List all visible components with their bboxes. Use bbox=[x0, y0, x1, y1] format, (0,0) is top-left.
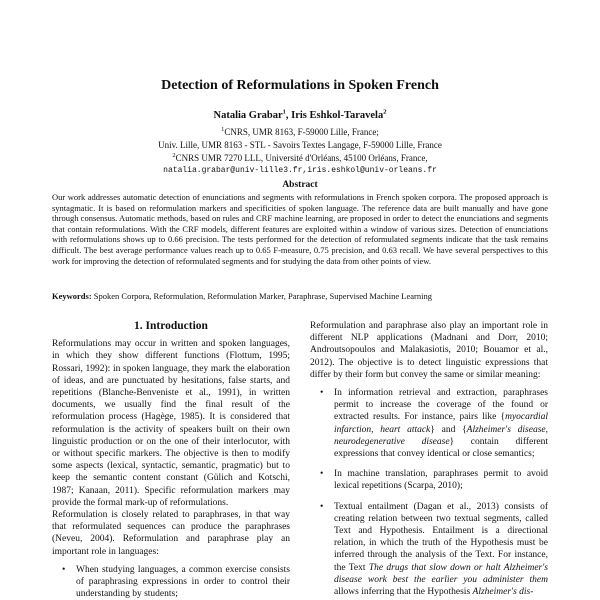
example-term: myocardial infarction, heart attack bbox=[334, 412, 548, 435]
author-name: Iris Eshkol-Taravela bbox=[291, 110, 384, 121]
bullet-icon: • bbox=[320, 501, 324, 512]
list-item bbox=[310, 387, 548, 460]
list-item-text: } and { bbox=[430, 424, 467, 435]
list-item-text: In machine translation, paraphrases permit to avoid lexical repetitions (Scarpa, 2010); bbox=[334, 469, 548, 492]
author-emails: natalia.grabar@univ-lille3.fr,iris.eshkol@univ-orleans.fr bbox=[163, 166, 437, 175]
list-item-text: allows inferring that the Hypothesis bbox=[334, 587, 473, 598]
list-item-text: When studying languages, a common exercise consists of paraphrasing expressions in order to control their understanding by students; bbox=[76, 564, 290, 600]
nlp-applications-list bbox=[310, 387, 548, 598]
intro-bullet-list bbox=[52, 564, 290, 600]
bullet-icon: • bbox=[320, 469, 324, 480]
author-affiliation-mark: 1 bbox=[282, 108, 286, 116]
paper-title: Detection of Reformulations in Spoken French bbox=[161, 78, 439, 93]
affiliation-line bbox=[0, 139, 600, 151]
example-text: The drugs that slow down or halt Alzheimer's disease work best the earlier you administer them bbox=[334, 562, 548, 585]
list-item bbox=[52, 564, 290, 600]
right-paragraph-1: Reformulation and paraphrase also play an important role in different NLP applications (Madnani and Dorr, 2010; Androutsopoulos and Malakasiotis, 2010; Bouamor et al., 2012). The objective is to detect linguistic expressions that differ by their form but convey the same or similar meaning: bbox=[310, 321, 548, 380]
author-affiliation-mark: 2 bbox=[383, 108, 387, 116]
list-item-text: In information retrieval and extraction, paraphrases permit to increase the coverage of the found or extracted results. For instance, pairs like { bbox=[334, 388, 548, 423]
affiliation-mark: 2 bbox=[172, 152, 176, 159]
affiliation-text: Univ. Lille, UMR 8163 - STL - Savoirs Textes Langage, F-59000 Lille, France bbox=[158, 140, 442, 150]
bullet-icon: • bbox=[320, 388, 324, 399]
list-item bbox=[310, 501, 548, 599]
affiliation-mark: 1 bbox=[221, 126, 225, 133]
keywords-line bbox=[52, 291, 548, 301]
author-line bbox=[0, 110, 600, 121]
author-name: Natalia Grabar bbox=[213, 110, 283, 121]
abstract-heading: Abstract bbox=[282, 180, 318, 190]
list-item bbox=[310, 468, 548, 492]
author-separator: , bbox=[285, 110, 292, 121]
keywords-text: Spoken Corpora, Reformulation, Reformulation Marker, Paraphrase, Supervised Machine Learning bbox=[93, 291, 432, 301]
affiliation-text: CNRS UMR 7270 LLL, Université d'Orléans, 45100 Orléans, France, bbox=[175, 153, 428, 163]
list-item-text: Textual entailment (Dagan et al., 2013) consists of creating relation between two textual segments, called Text and Hypothesis. Entailment is a directional relation, in which the truth of the Hypothesis must be inferred through the analysis of the Text. For instance, the Text bbox=[334, 501, 548, 573]
abstract-text: Our work addresses automatic detection of enunciations and segments with reformulations in French spoken corpora. The proposed approach is syntagmatic. It is based on reformulation markers and specificities of spoken language. The reference data are built manually and have gone through consensus. Automatic methods, based on rules and CRF machine learning, are proposed in order to detect the enunciations and segments that contain reformulations. With the CRF models, different features are exploited within a window of various sizes. Detection of enunciations with reformulations shows up to 0.66 precision. The tests performed for the detection of reformulated segments indicate that the task remains difficult. The best average performance values reach up to 0.65 F-measure, 0.75 precision, and 0.63 recall. We have several perspectives to this work for improving the detection of reformulated segments and for studying the data from other points of view. bbox=[52, 192, 548, 266]
list-item-text: } contain different expressions that convey identical or close semantics; bbox=[334, 436, 548, 460]
example-term: Alzheimer's disease, neurodegenerative disease bbox=[334, 424, 548, 447]
right-column bbox=[310, 320, 548, 600]
affiliation-line bbox=[0, 152, 600, 164]
affiliation-text: CNRS, UMR 8163, F-59000 Lille, France; bbox=[224, 127, 379, 137]
intro-paragraph-1: Reformulations may occur in written and spoken languages, in which they show different functions (Flottum, 1995; Rossari, 1992): in spoken language, they mark the elaboration of ideas, and are punctuated by hesitations, false starts, and repetitions (Blanche-Benveniste et al., 1991), in written documents, we usually find the final result of the reformulation process (Hagège, 1985). It is considered that reformulation is the activity of speakers built on their own linguistic production or on the one of their interlocutor, with or without specific markers. The objective is then to modify some aspects (lexical, syntactic, semantic, pragmatic) but to keep the semantic content constant (Gülich and Kotschi, 1987; Kanaan, 2011). Specific reformulation markers may provide the formal mark-up of reformulations. bbox=[52, 339, 290, 508]
intro-paragraph-2: Reformulation is closely related to paraphrases, in that way that reformulated sequences can produce the paraphrases (Neveu, 2004). Reformulation and paraphrase play an important role in languages: bbox=[52, 510, 290, 557]
keywords-label: Keywords: bbox=[52, 291, 92, 301]
left-column bbox=[52, 320, 290, 600]
section-heading-introduction: 1. Introduction bbox=[134, 320, 208, 332]
bullet-icon: • bbox=[62, 564, 66, 575]
affiliation-line bbox=[0, 126, 600, 138]
example-hypothesis: Alzheimer's dis- bbox=[472, 587, 534, 598]
